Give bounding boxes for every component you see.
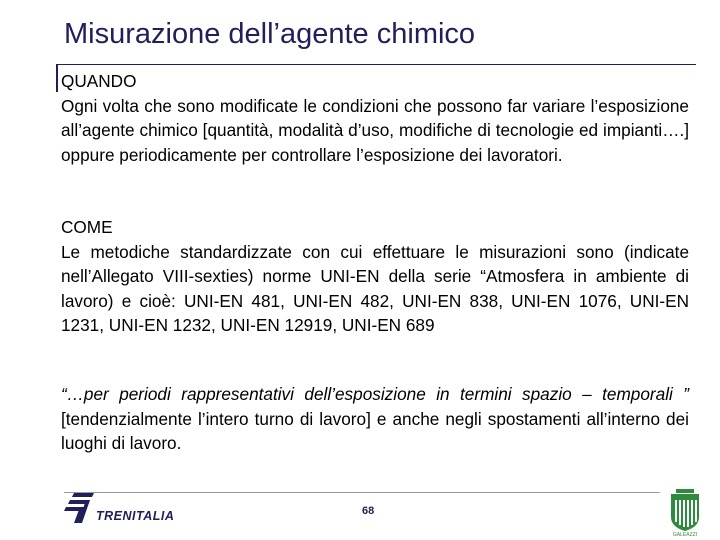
quando-heading: QUANDO [61, 71, 137, 91]
title-divider [56, 64, 696, 65]
quote-section [61, 382, 689, 456]
quando-section [61, 69, 689, 167]
come-section [61, 215, 689, 338]
come-heading: COME [61, 217, 113, 237]
page-number: 68 [362, 505, 375, 517]
school-seal-icon [667, 489, 703, 537]
slide-title: Misurazione dell’agente chimico [64, 18, 476, 50]
svg-text:GALEAZZI: GALEAZZI [672, 532, 698, 537]
quando-body: Ogni volta che sono modificate le condizioni che possono far variare l’esposizione all’agente chimico [quantità, modalità d’uso, modifiche di tecnologie ed impianti….] oppure periodicamente per controllare l’esposizione dei lavoratori. [61, 95, 689, 165]
brand-name: TRENITALIA [96, 509, 175, 523]
quote-italic: “…per periodi rappresentativi dell’esposizione in termini spazio – temporali ” [61, 384, 689, 404]
title-accent-vertical [56, 64, 58, 92]
quote-rest: [tendenzialmente l’intero turno di lavoro] e anche negli spostamenti all’interno dei luoghi di lavoro. [61, 408, 689, 453]
come-body: Le metodiche standardizzate con cui effettuare le misurazioni sono (indicate nell’Allegato VIII-sexties) norme UNI-EN della serie “Atmosfera in ambiente di lavoro) e cioè: UNI-EN 481, UNI-EN 482, UNI-EN 838, UNI-EN 1076, UNI-EN 1231, UNI-EN 1232, UNI-EN 12919, UNI-EN 689 [61, 241, 689, 335]
